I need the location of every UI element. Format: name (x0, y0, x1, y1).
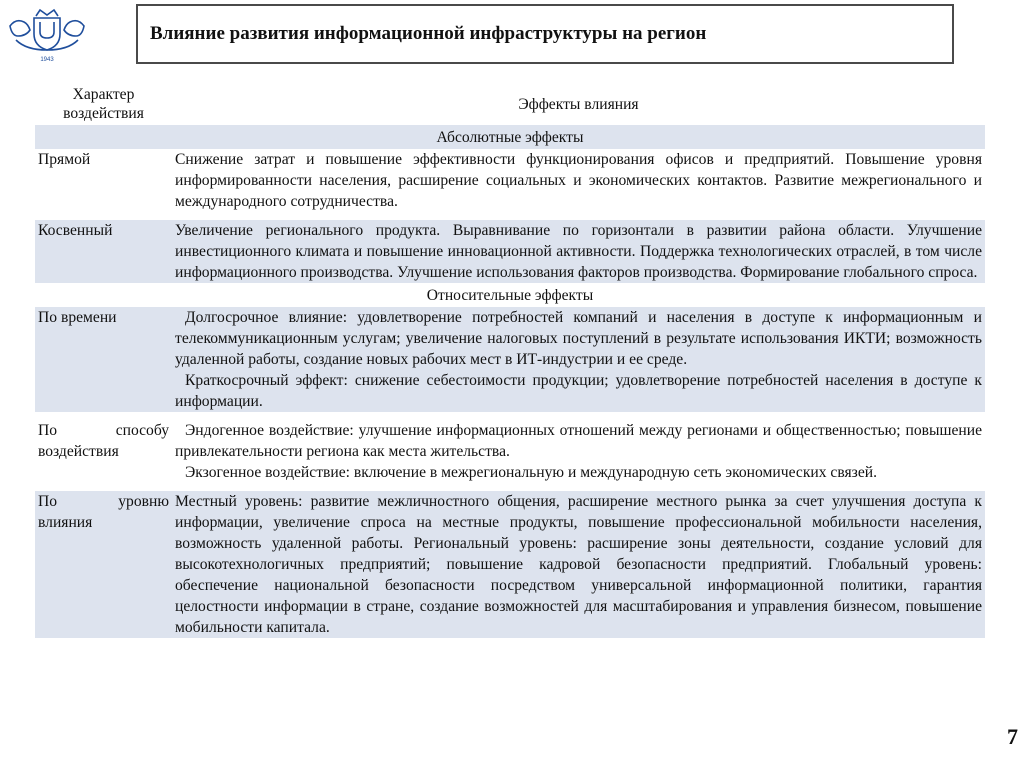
section-row-absolute (35, 125, 985, 149)
logo-left-lion (10, 21, 30, 36)
row-text: Долгосрочное влияние: удовлетворение потребностей компаний и населения в доступе к информационным и телекоммуникационным услугам; увеличение налоговых поступлений в результате использования ИКТИ; возможность удаленной работы, создание новых рабочих мест в ИТ-индустрии и ее среде. (175, 309, 982, 368)
page-number: 7 (1007, 724, 1018, 749)
table-header-row (35, 83, 985, 125)
row-text: Краткосрочный эффект: снижение себестоимости продукции; удовлетворение потребностей населения в доступе к информации. (175, 372, 982, 410)
row-label: Косвенный (35, 220, 172, 283)
row-text: Экзогенное воздействие: включение в межрегиональную и международную сеть экономических связей. (185, 464, 878, 481)
table-row (35, 220, 985, 283)
university-logo (6, 6, 88, 64)
col-header-character: Характер воздействия (63, 86, 144, 122)
logo-shield (34, 18, 60, 50)
section-title: Относительные эффекты (35, 283, 985, 307)
row-text: Эндогенное воздействие: улучшение информационных отношений между регионами и общественностью; повышение привлекательности региона как места жительства. (175, 422, 982, 460)
table-row (35, 307, 985, 412)
row-text: Увеличение регионального продукта. Выравнивание по горизонтали в развитии района области. Улучшение инвестиционного климата и повышение инновационной активности. Поддержка технологических отраслей, в том числе информационного производства. Улучшение использования факторов производства. Формирование глобального спроса. (172, 220, 985, 283)
page-title (136, 4, 954, 64)
row-text: Снижение затрат и повышение эффективности функционирования офисов и предприятий. Повышение уровня информированности населения, расширение социальных и экономических контактов. Развитие межрегионального и международного сотрудничества. (172, 149, 985, 212)
effects-table (35, 83, 985, 638)
row-text: Местный уровень: развитие межличностного общения, расширение местного рынка за счет улучшения доступа к информации, увеличение спроса на местные продукты, повышение профессиональной мобильности населения, возможность удаленной работы. Региональный уровень: расширение зоны деятельности, создание условий для высокотехнологичных предприятий; повышение кадровой безопасности предприятий. Глобальный уровень: обеспечение национальной безопасности посредством универсальной информационной политики, гарантия целостности информации в стране, создание возможностей для масштабирования и управления бизнесом, повышение мобильности капитала. (172, 491, 985, 638)
row-label: Прямой (35, 149, 172, 212)
logo-year: 1943 (40, 57, 54, 63)
page-title-text: Влияние развития информационной инфраструктуры на регион (150, 23, 707, 44)
section-row-relative (35, 283, 985, 307)
section-title: Абсолютные эффекты (35, 125, 985, 149)
col-header-effects: Эффекты влияния (518, 95, 639, 113)
row-label: По времени (35, 307, 172, 412)
logo-crown (36, 10, 58, 16)
table-row (35, 491, 985, 638)
row-label: По уровню влияния (35, 491, 172, 638)
table-row (35, 420, 985, 483)
table-row (35, 149, 985, 212)
logo-right-lion (64, 21, 84, 36)
row-label: По способу воздействия (35, 420, 172, 483)
